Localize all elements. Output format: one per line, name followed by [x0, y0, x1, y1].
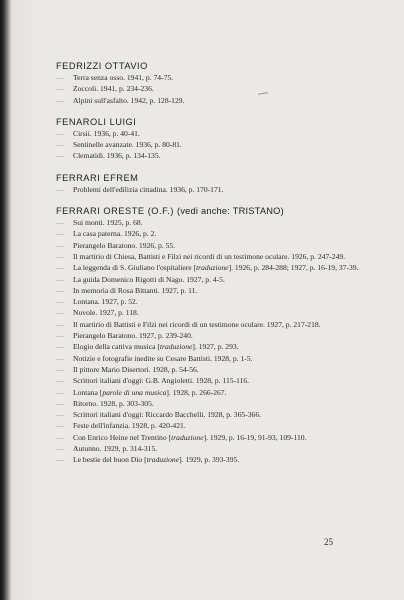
dash-bullet: —	[56, 263, 64, 273]
dash-bullet: —	[56, 229, 64, 239]
dash-bullet: —	[56, 319, 64, 329]
dash-bullet: —	[56, 353, 64, 363]
list-item	[56, 150, 386, 161]
list-item	[56, 330, 386, 341]
list-item	[56, 319, 386, 330]
work-title: Ritorno. 1928, p. 303-305.	[73, 398, 154, 408]
work-annotation: traduzione	[171, 432, 204, 442]
dash-bullet: —	[56, 308, 64, 318]
work-citation: . 1929, p. 393-395.	[181, 455, 240, 465]
list-item	[56, 364, 386, 375]
list-item	[56, 240, 386, 251]
work-title: Con Enrico Heine nel Trentino	[73, 432, 167, 442]
work-title: In memoria di Rosa Bittanti. 1927, p. 11.	[73, 285, 198, 295]
work-title: Autunno. 1929, p. 314-315.	[73, 444, 158, 454]
work-title: Scrittori italiani d'oggi: G.B. Angioletti. 1928, p. 115-116.	[73, 376, 250, 386]
works-list	[56, 217, 386, 466]
list-item	[56, 443, 386, 454]
dash-bullet: —	[56, 376, 64, 386]
work-title: Feste dell'infanzia. 1928, p. 420-421.	[73, 421, 186, 431]
author-block	[56, 205, 386, 466]
list-item	[56, 353, 386, 364]
dash-bullet: —	[56, 364, 64, 374]
book-spine-shadow	[0, 0, 12, 600]
author-block	[56, 60, 386, 106]
list-item	[56, 285, 386, 296]
work-title: Zoccoli. 1941, p. 234-236.	[73, 84, 154, 94]
dash-bullet: —	[56, 184, 64, 194]
list-item	[56, 307, 386, 318]
list-item: — Elogio della cattiva musica [traduzione]. 1927, p. 293.	[56, 342, 239, 352]
work-title: Pierangelo Baratono. 1926, p. 55.	[73, 240, 176, 250]
work-title: Elogio della cattiva musica	[73, 342, 156, 352]
work-title: Nuvole. 1927, p. 118.	[73, 308, 139, 318]
dash-bullet: —	[56, 387, 64, 397]
list-item	[56, 83, 386, 94]
list-item	[56, 251, 386, 262]
work-title: La casa paterna. 1926, p. 2.	[73, 229, 157, 239]
work-title: Il martirio di Battisti e Filzi nei ricordi di un testimone oculare. 1927, p. 217-218.	[73, 319, 321, 329]
author-block	[56, 116, 386, 162]
work-title: Sui monti. 1925, p. 68.	[73, 218, 143, 228]
work-title: Il martirio di Chiesa, Battisti e Filzi nei ricordi di un testimone oculare. 1926, p. 247-249.	[73, 251, 346, 261]
list-item	[56, 139, 386, 150]
work-title: Cirsii. 1936, p. 40-41.	[73, 128, 140, 138]
list-item	[56, 398, 386, 409]
work-title: Clematidi. 1936, p. 134-135.	[73, 151, 161, 161]
list-item	[56, 72, 386, 83]
author-name	[56, 172, 386, 184]
work-title: La guida Domenico Rigotti di Nago. 1927, p. 4-5.	[73, 274, 225, 284]
index-page	[56, 60, 386, 476]
list-item	[56, 95, 386, 106]
list-item	[56, 217, 386, 228]
dash-bullet: —	[56, 432, 64, 442]
list-item: — Con Enrico Heine nel Trentino [traduzione]. 1929, p. 16-19, 91-93, 109-110.	[56, 432, 307, 442]
work-annotation: parole di una musica	[102, 387, 167, 397]
author-name	[56, 60, 386, 72]
list-item	[56, 274, 386, 285]
dash-bullet: —	[56, 455, 64, 465]
page-number: 25	[324, 537, 333, 547]
author-heading: FEDRIZZI OTTAVIO	[56, 61, 148, 71]
work-title: Terra senza osso. 1941, p. 74-75.	[73, 73, 174, 82]
work-annotation: traduzione	[159, 342, 193, 352]
work-citation: . 1926, p. 284-288; 1927, p. 16-19, 37-39.	[231, 263, 359, 273]
works-list	[56, 128, 386, 162]
work-annotation: traduzione	[196, 263, 229, 273]
author-heading: FERRARI ORESTE (O.F.)	[56, 206, 174, 217]
work-citation: . 1929, p. 16-19, 91-93, 109-110.	[206, 432, 307, 442]
dash-bullet: —	[56, 421, 64, 431]
work-title: Lontana. 1927, p. 52.	[73, 297, 138, 307]
work-title: Problemi dell'edilizia cittadina. 1936, p. 170-171.	[73, 184, 224, 194]
dash-bullet: —	[56, 128, 64, 138]
list-item	[56, 420, 386, 431]
dash-bullet: —	[56, 398, 64, 408]
dash-bullet: —	[56, 331, 64, 341]
list-item	[56, 409, 386, 420]
list-item: — La leggenda di S. Giuliano l'ospitaliere [traduzione]. 1926, p. 284-288; 1927, p. 16-19, 37-39.	[56, 263, 359, 273]
list-item	[56, 128, 386, 139]
work-title: Lontana	[73, 387, 98, 397]
author-cross-reference: (vedi anche: TRISTANO)	[177, 206, 284, 217]
dash-bullet: —	[56, 240, 64, 250]
list-item: — Lontana [parole di una musica]. 1928, p. 266-267.	[56, 387, 227, 397]
dash-bullet: —	[56, 73, 64, 82]
dash-bullet: —	[56, 410, 64, 420]
list-item	[56, 228, 386, 239]
list-item	[56, 296, 386, 307]
work-title: Il pittore Mario Disertori. 1928, p. 54-56.	[73, 364, 199, 374]
work-title: Notizie e fotografie inedite su Cesare Battisti. 1928, p. 1-5.	[73, 353, 253, 363]
dash-bullet: —	[56, 95, 64, 105]
dash-bullet: —	[56, 444, 64, 454]
works-list	[56, 72, 386, 106]
work-title: Alpini sull'asfalto. 1942, p. 128-129.	[73, 95, 185, 105]
dash-bullet: —	[56, 218, 64, 228]
dash-bullet: —	[56, 151, 64, 161]
work-title: Le bestie del buon Dio	[73, 455, 143, 465]
work-title: Pierangelo Baratono. 1927, p. 239-240.	[73, 331, 193, 341]
author-heading: FERRARI EFREM	[56, 172, 139, 183]
list-item	[56, 184, 386, 195]
work-citation: . 1927, p. 293.	[194, 342, 239, 352]
author-name	[56, 116, 386, 128]
works-list	[56, 184, 386, 195]
dash-bullet: —	[56, 285, 64, 295]
work-title: La leggenda di S. Giuliano l'ospitaliere	[73, 263, 192, 273]
author-name	[56, 205, 386, 217]
dash-bullet: —	[56, 274, 64, 284]
dash-bullet: —	[56, 140, 64, 150]
work-title: Sentinelle avanzate. 1936, p. 80-81.	[73, 140, 182, 150]
dash-bullet: —	[56, 297, 64, 307]
author-block	[56, 172, 386, 195]
author-heading: FENAROLI LUIGI	[56, 116, 137, 127]
work-annotation: traduzione	[146, 455, 180, 465]
work-title: Scrittori italiani d'oggi: Riccardo Bacchelli. 1928, p. 365-366.	[73, 410, 262, 420]
dash-bullet: —	[56, 251, 64, 261]
list-item	[56, 375, 386, 386]
dash-bullet: —	[56, 342, 64, 352]
work-citation: . 1928, p. 266-267.	[168, 387, 227, 397]
dash-bullet: —	[56, 84, 64, 94]
list-item: — Le bestie del buon Dio [traduzione]. 1929, p. 393-395.	[56, 455, 240, 465]
